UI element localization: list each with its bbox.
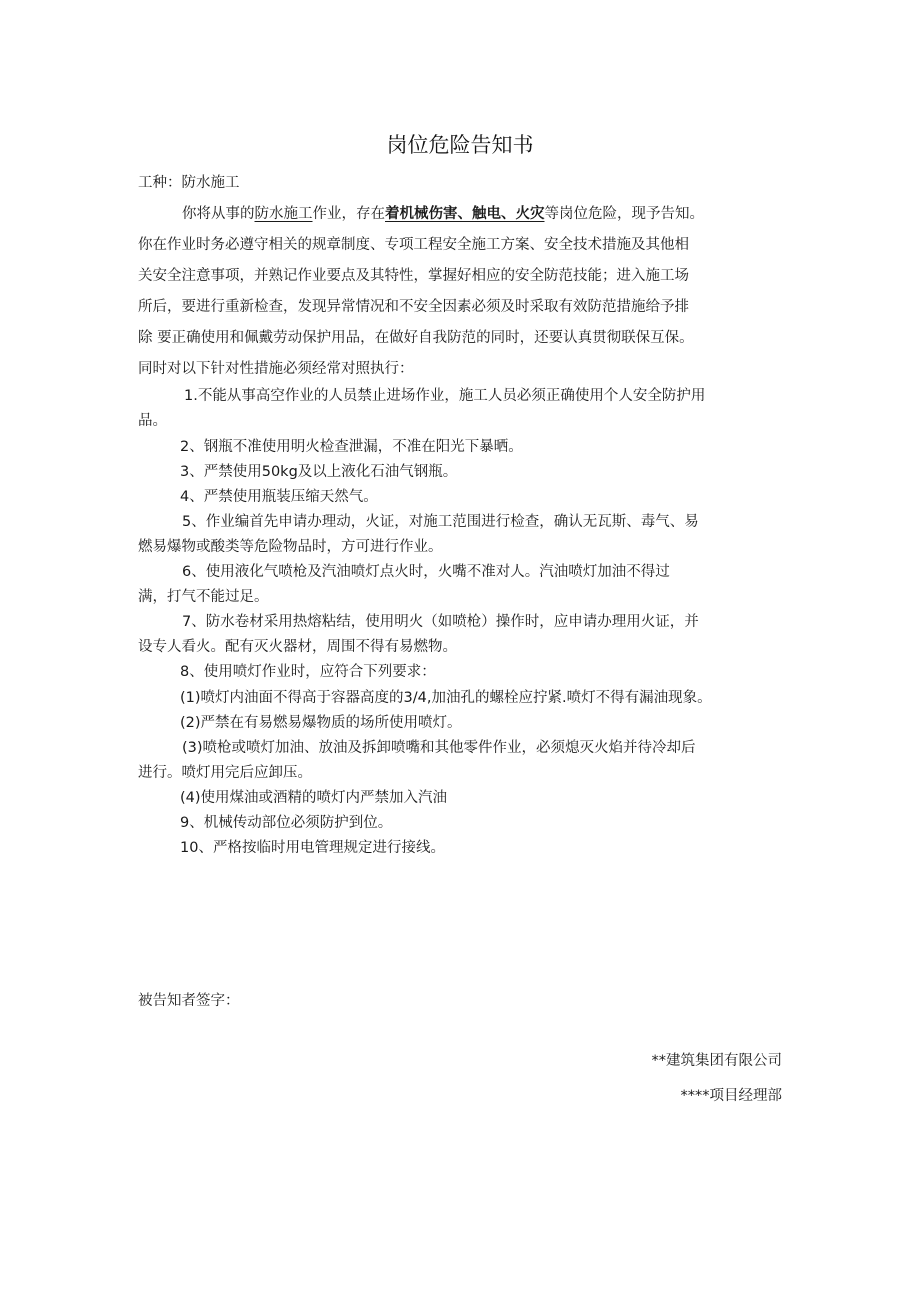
document-title: 岗位危险告知书 bbox=[386, 133, 534, 157]
item-4: 4、严禁使用瓶装压缩天然气。 bbox=[180, 489, 378, 505]
sub-item-1: (1)喷灯内油面不得高于容器高度的3/4,加油孔的螺栓应拧紧.喷灯不得有漏油现象。 bbox=[180, 690, 712, 706]
item-1-line-2: 品。 bbox=[138, 413, 167, 429]
item-10: 10、严格按临时用电管理规定进行接线。 bbox=[180, 840, 445, 856]
intro-line-4: 所后，要进行重新检查，发现异常情况和不安全因素必须及时采取有效防范措施给予排 bbox=[138, 299, 689, 315]
job-name-underlined: 防水施工 bbox=[254, 206, 313, 222]
item-3: 3、严禁使用50kg及以上液化石油气钢瓶。 bbox=[180, 464, 458, 480]
signature-label: 被告知者签字： bbox=[138, 993, 240, 1009]
sub-item-3-line-2: 进行。喷灯用完后应卸压。 bbox=[138, 765, 312, 781]
item-6-line-2: 满，打气不能过足。 bbox=[138, 589, 269, 605]
item-6-line-1: 6、使用液化气喷枪及汽油喷灯点火时，火嘴不准对人。汽油喷灯加油不得过 bbox=[182, 564, 670, 580]
intro-text: 作业，存在 bbox=[312, 206, 385, 222]
item-5-line-1: 5、作业编首先申请办理动，火证，对施工范围进行检查，确认无瓦斯、毒气、易 bbox=[182, 514, 699, 530]
intro-line-3: 关安全注意事项，并熟记作业要点及其特性，掌握好相应的安全防范技能；进入施工场 bbox=[138, 268, 689, 284]
job-type-label: 工种： bbox=[138, 175, 182, 191]
company-name: **建筑集团有限公司 bbox=[651, 1053, 782, 1069]
item-7-line-1: 7、防水卷材采用热熔粘结，使用明火（如喷枪）操作时，应申请办理用火证，并 bbox=[182, 614, 699, 630]
job-type-value: 防水施工 bbox=[181, 175, 240, 191]
job-type-line bbox=[138, 173, 240, 193]
sub-item-4: (4)使用煤油或酒精的喷灯内严禁加入汽油 bbox=[180, 790, 448, 806]
item-2: 2、钢瓶不准使用明火检查泄漏，不准在阳光下暴晒。 bbox=[180, 439, 523, 455]
intro-line-5: 除 要正确使用和佩戴劳动保护用品，在做好自我防范的同时，还要认真贯彻联保互保。 bbox=[138, 330, 694, 346]
sub-item-2: (2)严禁在有易燃易爆物质的场所使用喷灯。 bbox=[180, 715, 462, 731]
item-9: 9、机械传动部位必须防护到位。 bbox=[180, 815, 393, 831]
intro-line-1 bbox=[182, 204, 704, 224]
item-8: 8、使用喷灯作业时，应符合下列要求： bbox=[180, 664, 436, 680]
hazards-bold: 着机械伤害、触电、火灾 bbox=[385, 206, 545, 222]
department-name: ****项目经理部 bbox=[680, 1088, 782, 1104]
item-5-line-2: 燃易爆物或酸类等危险物品时，方可进行作业。 bbox=[138, 539, 443, 555]
intro-text: 等岗位危险，现予告知。 bbox=[544, 206, 704, 222]
sub-item-3-line-1: (3)喷枪或喷灯加油、放油及拆卸喷嘴和其他零件作业，必须熄灭火焰并待冷却后 bbox=[182, 740, 696, 756]
intro-line-6: 同时对以下针对性措施必须经常对照执行： bbox=[138, 361, 414, 377]
intro-line-2: 你在作业时务必遵守相关的规章制度、专项工程安全施工方案、安全技术措施及其他相 bbox=[138, 237, 689, 253]
item-1-line-1: 1.不能从事高空作业的人员禁止进场作业，施工人员必须正确使用个人安全防护用 bbox=[184, 388, 706, 404]
intro-text: 你将从事的 bbox=[182, 206, 255, 222]
item-7-line-2: 设专人看火。配有灭火器材，周围不得有易燃物。 bbox=[138, 639, 457, 655]
